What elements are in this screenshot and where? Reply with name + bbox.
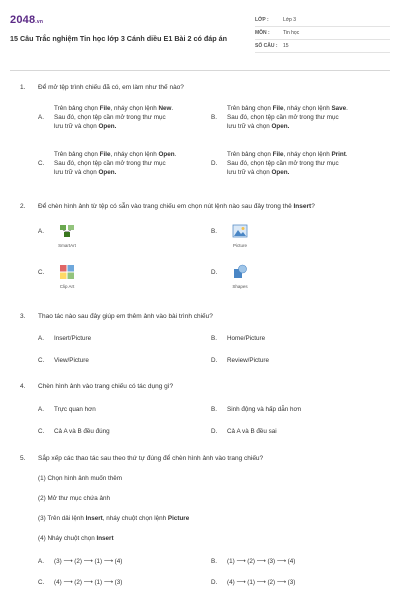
header-divider <box>10 70 390 71</box>
option-text: Trên bảng chọn File, nháy chọn lệnh Open. Sau đó, chọn tệp cần mở trong thư mục lưu trữ và chọn Open. <box>54 151 177 176</box>
option-letter: A. <box>38 406 44 413</box>
q3-option-d[interactable] <box>211 356 269 365</box>
q1-option-c[interactable] <box>38 150 176 177</box>
option-letter: B. <box>211 228 217 235</box>
option-letter: C. <box>38 357 45 364</box>
page-header <box>10 10 390 70</box>
option-text: Review/Picture <box>227 357 269 364</box>
q3-option-c[interactable] <box>38 356 89 365</box>
q2-option-c[interactable] <box>38 264 80 291</box>
question-4 <box>20 382 380 391</box>
meta-row-class <box>255 14 390 27</box>
question-number: 3. <box>20 313 26 320</box>
meta-key: MÔN : <box>255 30 270 36</box>
q1-option-b[interactable] <box>211 104 348 131</box>
meta-key: LỚP : <box>255 17 269 23</box>
q2-option-b[interactable] <box>211 223 253 250</box>
q1-option-a[interactable] <box>38 104 173 131</box>
option-text: Insert/Picture <box>54 335 92 342</box>
question-text: Thao tác nào sau đây giúp em thêm ảnh vào bài trình chiếu? <box>38 313 213 320</box>
q5-option-d[interactable] <box>211 578 295 587</box>
question-number: 2. <box>20 203 26 210</box>
option-letter: C. <box>38 269 45 276</box>
page-title: 15 Câu Trắc nghiệm Tin học lớp 3 Cánh diều E1 Bài 2 có đáp án <box>10 34 228 43</box>
option-text: View/Picture <box>54 357 89 364</box>
option-letter: C. <box>38 160 45 167</box>
icon-caption: SmartArt <box>58 243 76 248</box>
meta-table <box>255 14 390 53</box>
logo-text: 2048 <box>10 14 36 26</box>
option-text: (1) ⟶ (2) ⟶ (3) ⟶ (4) <box>227 558 296 565</box>
meta-row-subject <box>255 27 390 40</box>
question-1 <box>20 83 380 92</box>
option-letter: B. <box>211 335 217 342</box>
question-text: Để mở tệp trình chiếu đã có, em làm như thế nào? <box>38 84 184 91</box>
logo-suffix: .vn <box>35 19 44 25</box>
option-text: (4) ⟶ (1) ⟶ (2) ⟶ (3) <box>227 579 296 586</box>
question-number: 5. <box>20 455 26 462</box>
icon-caption: Shapes <box>232 284 248 289</box>
icon-caption: Picture <box>232 243 247 248</box>
q4-option-d[interactable] <box>211 427 277 436</box>
meta-key: SỐ CÂU : <box>255 43 278 49</box>
question-text: Chèn hình ảnh vào trang chiếu có tác dụng gì? <box>38 383 174 390</box>
q3-option-b[interactable] <box>211 334 265 343</box>
option-text: Trên bảng chọn File, nháy chọn lệnh Save. Sau đó, chọn tệp cần mở trong thư mục lưu trữ và chọn Open. <box>227 105 348 130</box>
option-letter: C. <box>38 579 45 586</box>
option-letter: D. <box>211 428 218 435</box>
option-text: Home/Picture <box>227 335 266 342</box>
option-letter: D. <box>211 579 218 586</box>
question-number: 1. <box>20 84 26 91</box>
option-letter: D. <box>211 357 218 364</box>
question-text: Để chèn hình ảnh từ tệp có sẵn vào trang chiếu em chọn nút lệnh nào sau đây trong thẻ Insert? <box>38 203 315 210</box>
question-3 <box>20 312 380 321</box>
q2-option-d[interactable] <box>211 264 253 291</box>
meta-value: 15 <box>283 43 289 49</box>
step-3: (3) Trên dải lệnh Insert, nháy chuột chọn lệnh Picture <box>38 515 190 522</box>
q1-option-d[interactable] <box>211 150 348 177</box>
question-number: 4. <box>20 383 26 390</box>
question-text: Sắp xếp các thao tác sau theo thứ tự đúng để chèn hình ảnh vào trang chiếu? <box>38 455 264 462</box>
option-letter: B. <box>211 558 217 565</box>
meta-row-count <box>255 40 390 53</box>
step-1: (1) Chọn hình ảnh muốn thêm <box>38 475 123 482</box>
option-letter: D. <box>211 269 218 276</box>
step-4: (4) Nháy chuột chọn Insert <box>38 535 114 542</box>
q5-option-a[interactable] <box>38 557 122 566</box>
option-letter: D. <box>211 160 218 167</box>
q4-option-b[interactable] <box>211 405 301 414</box>
question-5 <box>20 454 380 463</box>
meta-value: Lớp 3 <box>283 17 297 23</box>
option-text: Cả A và B đều đúng <box>54 428 110 435</box>
step-2: (2) Mở thư mục chứa ảnh <box>38 495 111 502</box>
q4-option-a[interactable] <box>38 405 96 414</box>
site-logo[interactable] <box>10 14 43 26</box>
icon-caption: Clip Art <box>59 284 75 289</box>
q4-option-c[interactable] <box>38 427 110 436</box>
option-text: Trên bảng chọn File, nháy chọn lệnh New. Sau đó, chọn tệp cần mở trong thư mục lưu trữ và chọn Open. <box>54 105 174 130</box>
shapes-icon <box>232 264 248 280</box>
option-text: Cả A và B đều sai <box>227 428 277 435</box>
question-2 <box>20 202 380 211</box>
option-text: Sinh động và hấp dẫn hơn <box>227 406 302 413</box>
option-letter: A. <box>38 228 44 235</box>
q5-option-b[interactable] <box>211 557 295 566</box>
option-letter: B. <box>211 406 217 413</box>
option-letter: A. <box>38 335 44 342</box>
picture-icon <box>232 223 248 239</box>
q3-option-a[interactable] <box>38 334 91 343</box>
option-text: (3) ⟶ (2) ⟶ (1) ⟶ (4) <box>54 558 123 565</box>
option-letter: C. <box>38 428 45 435</box>
option-letter: B. <box>211 114 217 121</box>
q5-option-c[interactable] <box>38 578 122 587</box>
smartart-icon <box>59 223 75 239</box>
option-text: Trên bảng chọn File, nháy chọn lệnh Print. Sau đó, chọn tệp cần mở trong thư mục lưu trữ và chọn Open. <box>227 151 348 176</box>
option-text: Trực quan hơn <box>54 406 96 413</box>
clip-art-icon <box>59 264 75 280</box>
option-letter: A. <box>38 114 44 121</box>
q2-option-a[interactable] <box>38 223 80 250</box>
option-text: (4) ⟶ (2) ⟶ (1) ⟶ (3) <box>54 579 123 586</box>
meta-value: Tin học <box>283 30 300 36</box>
option-letter: A. <box>38 558 44 565</box>
